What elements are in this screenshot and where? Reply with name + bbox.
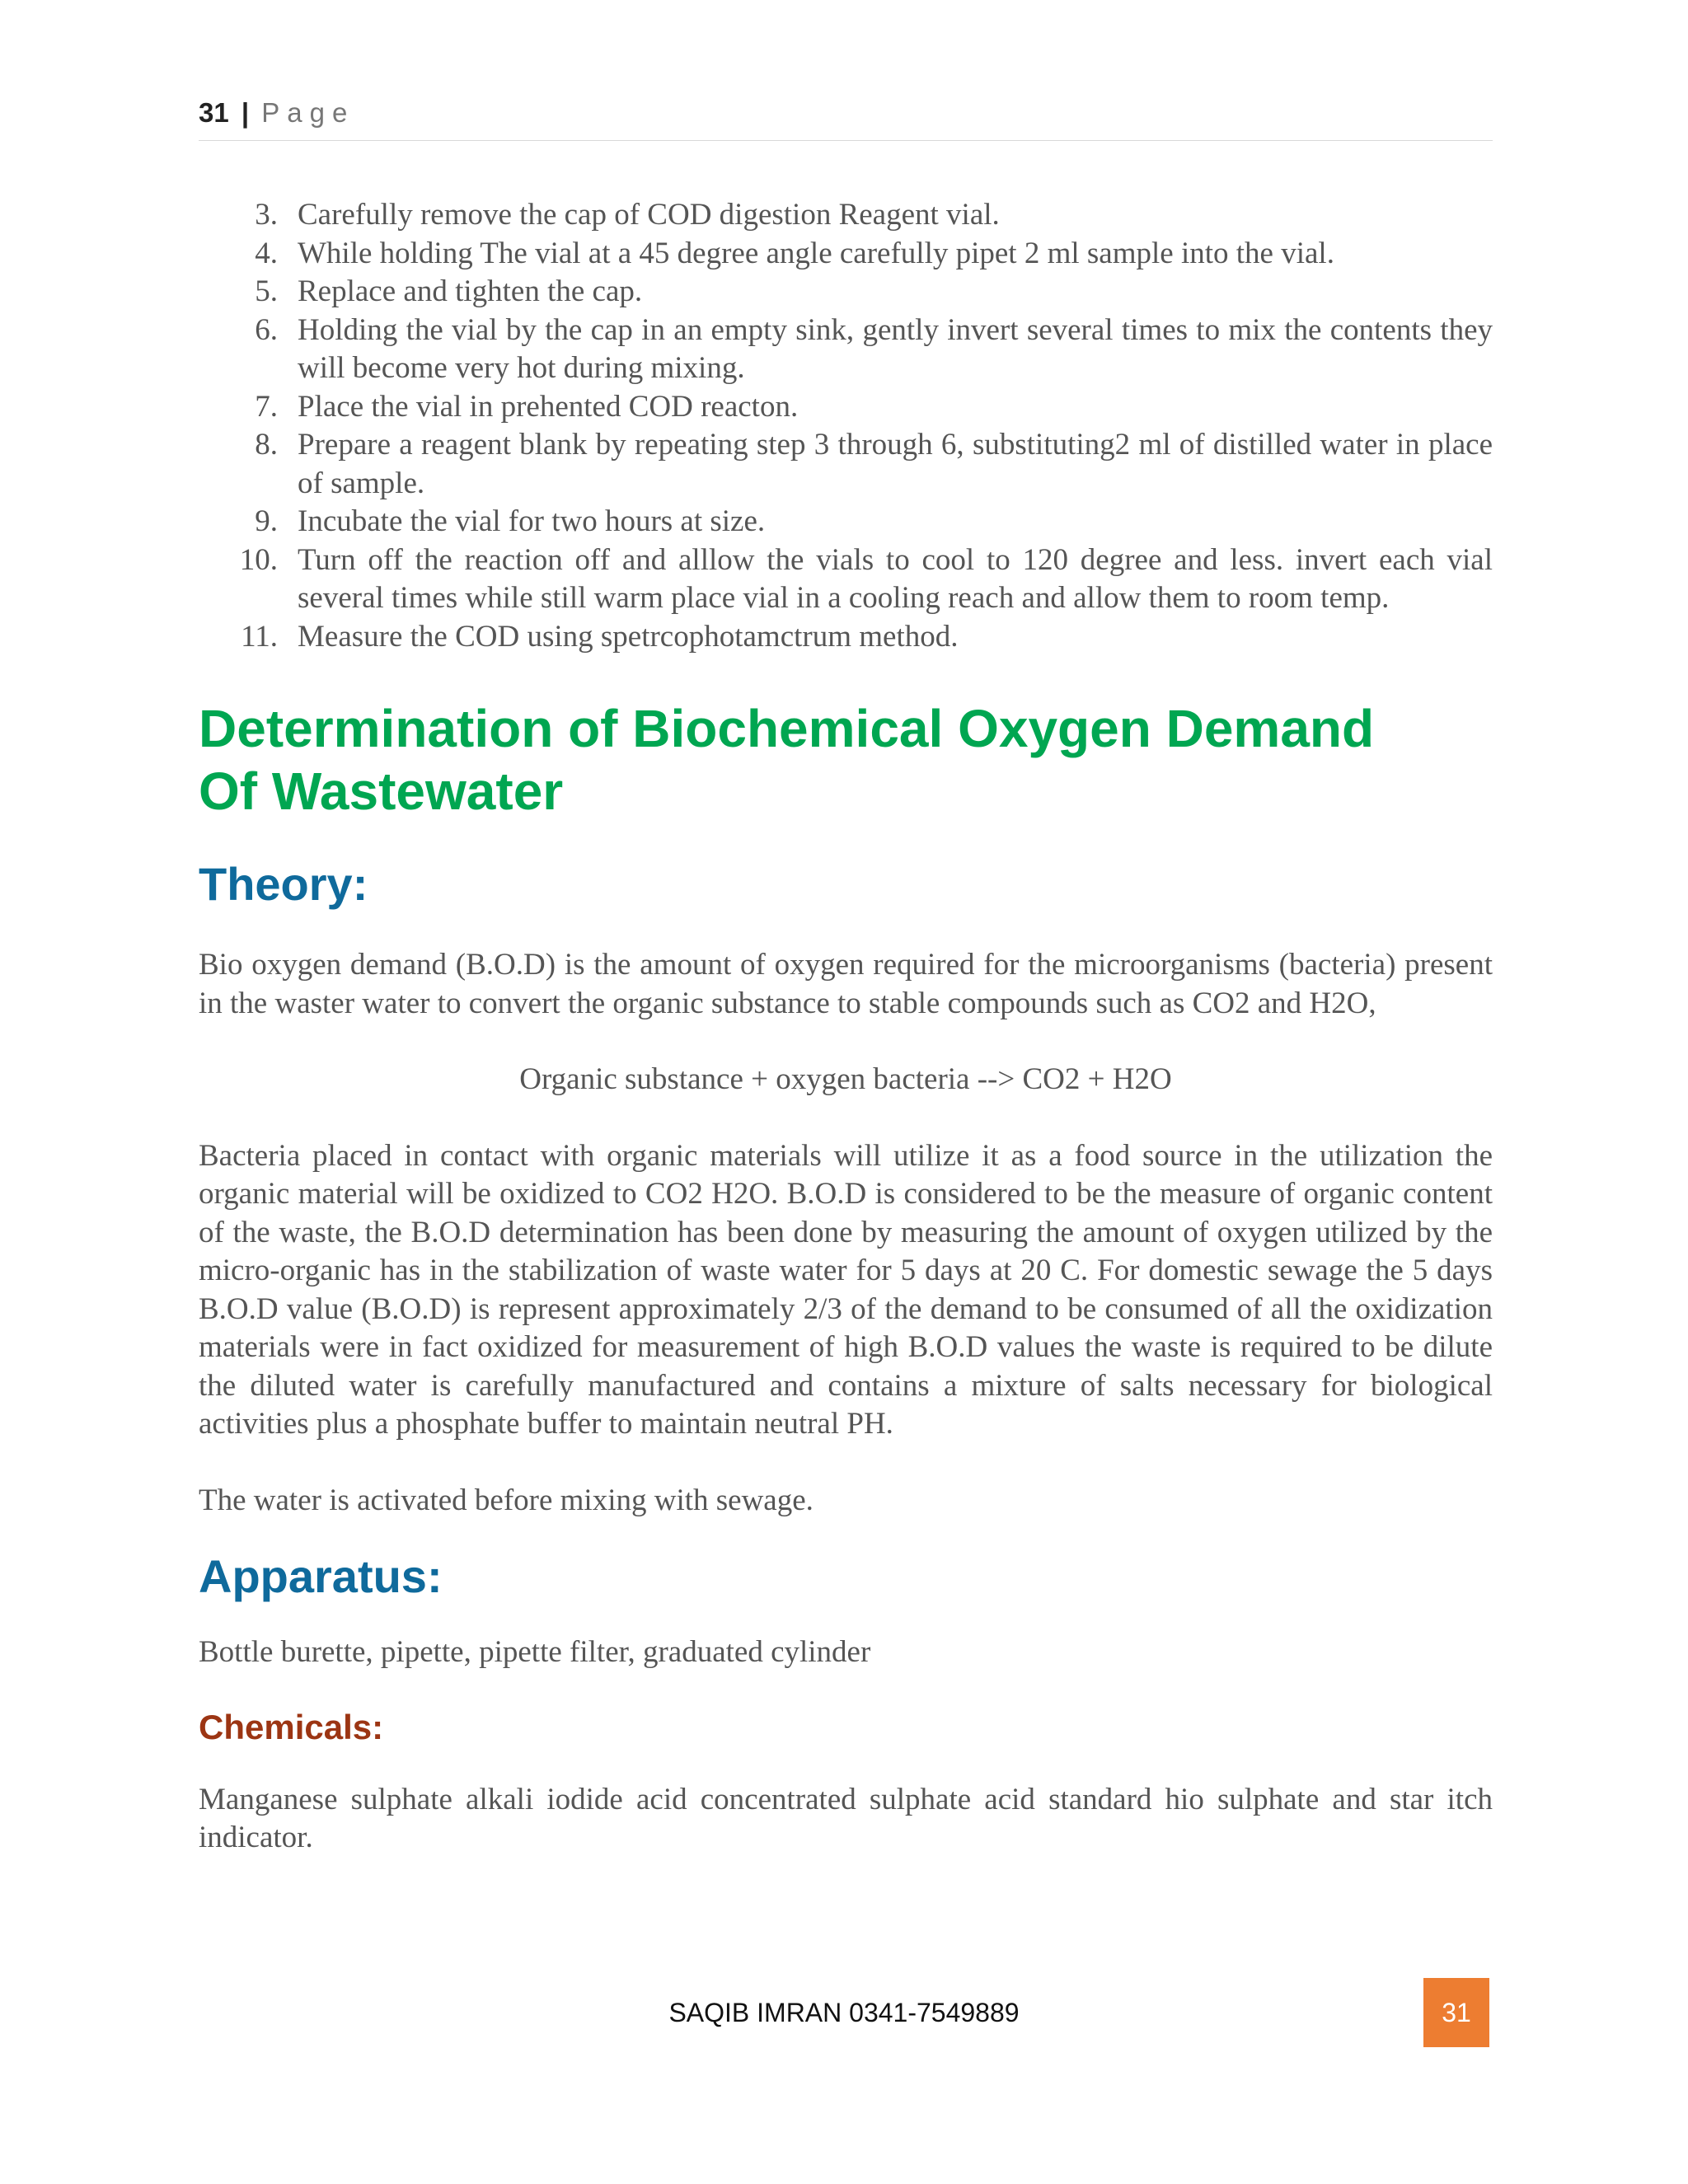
list-item [199,312,1493,388]
page-header [199,97,1493,141]
list-item-text: Replace and tighten the cap. [298,274,643,308]
list-item-number: 11. [241,619,278,654]
list-item [199,388,1493,427]
list-item-text: Measure the COD using spetrcophotamctrum method. [298,619,959,654]
list-item-number: 6. [255,312,278,347]
chemicals-text: Manganese sulphate alkali iodide acid concentrated sulphate acid standard hio sulphate and star itch indicator. [199,1782,1493,1854]
chemicals-heading: Chemicals: [199,1707,384,1746]
list-item-number: 10. [239,542,278,577]
apparatus-heading: Apparatus: [199,1550,443,1602]
header-page-word: Page [261,97,355,128]
procedure-steps-list [199,196,1493,656]
list-item-text: Turn off the reaction off and alllow the vials to cool to 120 degree and less. invert each vial several times while still warm place vial in a cooling reach and allow them to room temp. [298,542,1493,615]
title-line-1: Determination of Biochemical Oxygen Demand [199,699,1375,758]
theory-heading: Theory: [199,858,368,910]
list-item-number: 3. [255,198,278,232]
list-item [199,618,1493,657]
apparatus-text: Bottle burette, pipette, pipette filter, graduated cylinder [199,1635,871,1669]
header-page-number: 31 [199,97,229,128]
list-item-text: While holding The vial at a 45 degree angle carefully pipet 2 ml sample into the vial. [298,236,1334,270]
reaction-equation: Organic substance + oxygen bacteria --> CO2 + H2O [519,1062,1172,1096]
theory-paragraph-3: The water is activated before mixing with sewage. [199,1483,814,1517]
header-separator: | [241,97,250,128]
theory-paragraph-1: Bio oxygen demand (B.O.D) is the amount of oxygen required for the microorganisms (bacteria) present in the waster water to convert the organic substance to stable compounds such as CO2 and H2O, [199,948,1493,1020]
list-item [199,235,1493,274]
page-content [199,196,1493,1858]
list-item [199,273,1493,312]
list-item-number: 5. [255,274,278,308]
list-item-text: Carefully remove the cap of COD digestion Reagent vial. [298,198,1000,232]
footer-page-number-badge: 31 [1423,1978,1489,2047]
list-item-number: 9. [255,504,278,538]
theory-paragraph-2: Bacteria placed in contact with organic materials will utilize it as a food source in the utilization the organic material will be oxidized to CO2 H2O. B.O.D is considered to be the measure of organic content of the waste, the B.O.D determination has been done by measuring the amount of oxygen utilized by the micro-organic has in the stabilization of waste water for 5 days at 20 C. For domestic sewage the 5 days B.O.D value (B.O.D) is represent approximately 2/3 of the demand to be consumed of all the oxidization materials were in fact oxidized for measurement of high B.O.D values the waste is required to be dilute the diluted water is carefully manufactured and contains a mixture of salts necessary for biological activities plus a phosphate buffer to maintain neutral PH. [199,1138,1493,1441]
list-item-text: Holding the vial by the cap in an empty sink, gently invert several times to mix the contents they will become very hot during mixing. [298,312,1493,385]
list-item-text: Place the vial in prehented COD reacton. [298,389,799,424]
list-item-text: Prepare a reagent blank by repeating step 3 through 6, substituting2 ml of distilled water in place of sample. [298,428,1493,500]
list-item [199,196,1493,235]
list-item [199,426,1493,503]
list-item-number: 7. [255,389,278,424]
list-item-text: Incubate the vial for two hours at size. [298,504,766,538]
list-item [199,503,1493,541]
title-line-2: Of Wastewater [199,762,564,821]
footer-author: SAQIB IMRAN 0341-7549889 [668,1998,1020,2027]
page-title [199,697,1493,823]
list-item-number: 8. [255,428,278,462]
list-item-number: 4. [255,236,278,270]
list-item [199,541,1493,618]
